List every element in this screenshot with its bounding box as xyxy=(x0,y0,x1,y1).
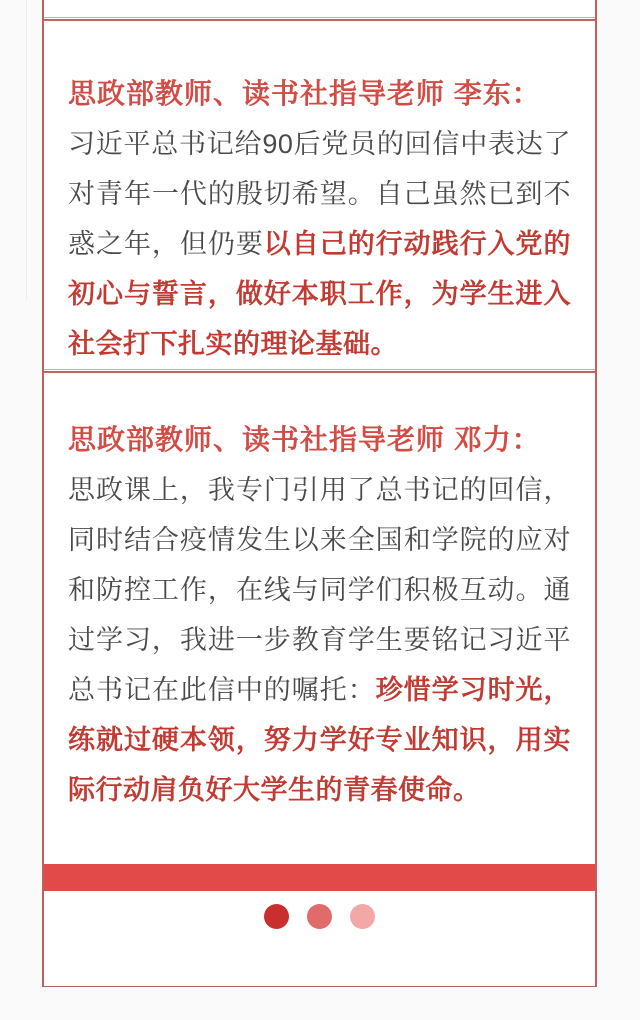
quote-body-dengli xyxy=(68,465,571,815)
body-text-segment-highlight: 以自己的行动践行入党的初心与誓言，做好本职工作，为学生进入社会打下扎实的理论基础。 xyxy=(68,229,572,359)
quote-section-lidong xyxy=(44,22,595,369)
body-text-segment-normal: 思政课上，我专门引用了总书记的回信，同时结合疫情发生以来全国和学院的应对和防控工作，在线与同学们积极互动。通过学习，我进一步教育学生要铭记习近平总书记在此信中的嘱托： xyxy=(68,475,571,705)
body-text-segment-highlight: 珍惜学习时光，练就过硬本领，努力学好专业知识，用实际行动肩负好大学生的青春使命。 xyxy=(68,675,572,805)
body-text-segment-normal: 习近平总书记给90后党员的回信中表达了对青年一代的殷切希望。自己虽然已到不惑之年，但仍要 xyxy=(68,129,571,259)
page-left-edge xyxy=(26,0,27,300)
carousel-dot-1[interactable] xyxy=(264,904,289,929)
carousel-dot-2[interactable] xyxy=(307,904,332,929)
quote-heading-dengli: 思政部教师、读书社指导老师 邓力： xyxy=(68,424,541,455)
top-spacer xyxy=(44,0,595,17)
quote-body-lidong xyxy=(68,119,571,369)
quote-heading-lidong: 思政部教师、读书社指导老师 李东： xyxy=(68,78,541,109)
article-card xyxy=(42,0,597,987)
carousel-pagination xyxy=(44,891,595,942)
quote-section-dengli xyxy=(44,374,595,864)
bottom-accent-bar xyxy=(44,864,595,891)
carousel-dot-3[interactable] xyxy=(350,904,375,929)
